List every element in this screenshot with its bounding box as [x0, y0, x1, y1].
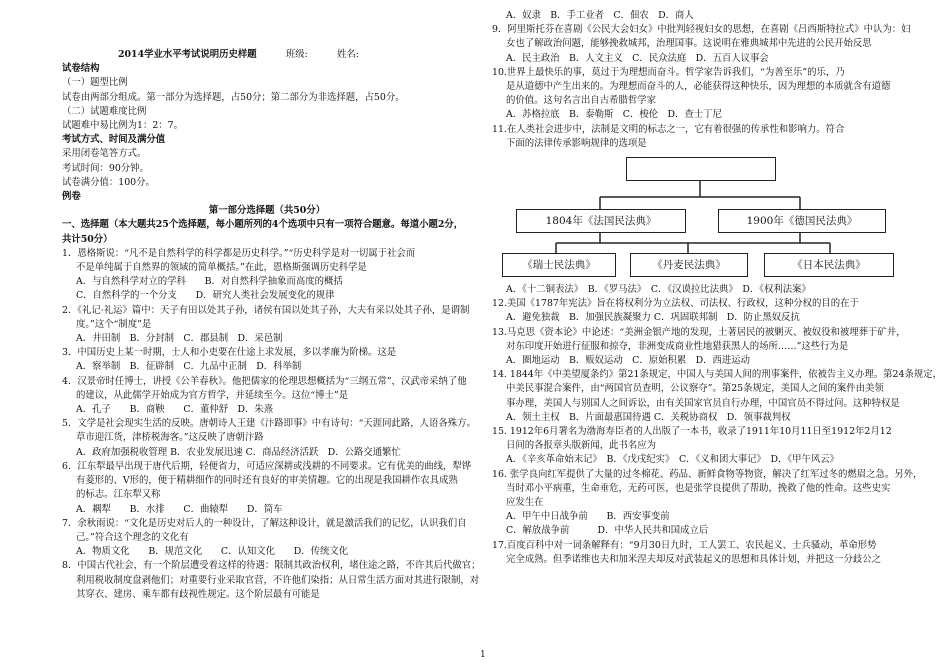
text-line: 3．中国历史上某一时期，士人和小吏要在仕途上求发展，多以孝廉为阶梯。这是: [62, 347, 397, 359]
text-line: 8．中国古代社会，有一个阶层遭受着这样的待遇：限制其政治权利，堵住途之路，不许其后代做官；: [62, 560, 481, 572]
text-line: 9．阿里斯托芬在喜剧《公民大会妇女》中批判轻视妇女的思想，在喜剧《吕西斯特拉式》中认为：妇: [492, 24, 911, 36]
text-line: 6．江东犁最早出现于唐代后期，轻便省力，可适应深耕或浅耕的不同要求。它有优美的曲线，犁铧: [62, 460, 472, 472]
text-line: 对东印度开始进行征服和掠夺，非洲变成商业性地猎获黑人的场所……”这些行为是: [506, 340, 849, 352]
text-line: 中美民事混合案件，由“两国官员查明，公议察夺”。第25条规定，美国人之间的案件由美领: [506, 383, 884, 395]
text-line: 试题难中易比例为1：2：7。: [62, 120, 184, 132]
text-line: A．民主政治 B．人文主义 C．民众法庭 D．五百人议事会: [506, 52, 769, 64]
diagram-blank-box: [626, 157, 776, 181]
exam-header: [62, 48, 472, 62]
text-line: （一）题型比例: [62, 77, 128, 89]
text-line: 有菱形的、V形的，便于精耕细作的同时还有良好的审美情趣。它的出现是我国耕作农具成熟: [76, 475, 458, 487]
text-line: 试卷满分值：100分。: [62, 176, 155, 188]
text-line: 13.马克思《资本论》中论述：“美洲金银产地的发现，土著居民的被剿灭、被奴役和被埋葬于矿井，: [492, 326, 906, 338]
text-line: A．井田制 B．分封制 C．郡县制 D．采邑制: [76, 333, 283, 345]
text-line: 女也了解政治问题，能够挽救城邦，治理国事。这说明在雅典城邦中先进的公民开始反思: [506, 38, 872, 50]
text-line: 10.世界上最快乐的事，莫过于为理想而奋斗。哲学家告诉我们，“为善至乐”的乐，乃: [492, 66, 845, 78]
diagram-swiss-code: 《瑞士民法典》: [502, 253, 616, 277]
text-line: 2．《礼记·礼运》篇中：天子有田以处其子孙，诸侯有国以处其子孙，大夫有采以处其子孙，是谓制: [62, 304, 470, 316]
text-line: 考试方式、时间及满分值: [62, 134, 166, 146]
left-column: [62, 0, 481, 602]
text-line: （二）试题难度比例: [62, 105, 147, 117]
text-line: 是从道德中产生出来的。为理想而奋斗的人，必能获得这种快乐，因为理想的本质就含有道德: [506, 81, 891, 93]
text-line: 不是单纯属于自然界的领域的简单概括。”在此，恩格斯强调历史科学是: [76, 262, 367, 274]
text-line: A．圈地运动 B．贩奴运动 C．原始积累 D．西进运动: [506, 355, 750, 367]
name-label: 姓名:: [337, 49, 359, 60]
text-line: 例卷: [62, 191, 81, 203]
text-line: 一、选择题（本大题共25个选择题，每小题所列的4个选项中只有一项符合题意。每道小题2分，: [62, 219, 464, 231]
text-line: 第一部分选择题（共50分）: [208, 205, 326, 217]
text-line: A．政府加强税收管理 B．农业发展迅速 C．商品经济活跃 D．公路交通繁忙: [76, 446, 401, 458]
diagram-danish-code: 《丹麦民法典》: [630, 253, 748, 277]
class-label: 班级:: [285, 49, 308, 60]
text-line: 17.百度百科中对一词条解释有：“9月30日九时，工人罢工、农民起义、士兵骚动，革命形势: [492, 539, 877, 551]
text-line: 1．恩格斯说：“凡不是自然科学的科学都是历史科学。”“历史科学是对一切属于社会而: [62, 247, 416, 259]
text-line: 己。”符合这个理念的文化有: [76, 531, 189, 543]
text-line: 当时邓小平病重，生命垂危，无药可医，也是张学良提供了帮助，挽救了他的性命。这些史实: [506, 482, 891, 494]
right-column: [492, 0, 942, 567]
text-line: 12.美国《1787年宪法》旨在将权利分为立法权、司法权、行政权，这种分权的目的在于: [492, 298, 859, 310]
exam-title: 2014学业水平考试说明历史样题: [118, 49, 257, 60]
text-line: A．领土主权 B．片面最惠国待遇 C．关税协商权 D．领事裁判权: [506, 411, 791, 423]
text-line: A．《辛亥革命始末记》 B．《戊戌纪实》 C．《义和团大事记》 D．《甲午风云》: [506, 454, 839, 466]
text-line: 的价值。这句名言出自古希腊哲学家: [506, 95, 657, 107]
text-line: 7．余秋雨说：“文化是历史对后人的一种设计，了解这种设计，就是激活我们的记忆，认识我们自: [62, 517, 467, 529]
text-line: C．自然科学的一个分支 D．研究人类社会发展变化的规律: [76, 290, 335, 302]
text-line: A．奴隶 B．手工业者 C．佃农 D．商人: [506, 10, 694, 21]
text-line: A．苏格拉底 B．泰勒斯 C．梭伦 D．查士丁尼: [506, 109, 722, 121]
text-line: A．避免独裁 B．加强民族凝聚力 C．巩固联邦制 D．防止黑奴反抗: [506, 312, 800, 324]
text-line: 共计50分）: [62, 233, 113, 245]
text-line: A．《十二铜表法》 B．《罗马法》 C．《汉谟拉比法典》 D．《权利法案》: [506, 284, 811, 296]
text-line: 完全成熟。但季诺维也夫和加米涅夫却反对武装起义的思想和具体计划，并把这一分歧公之: [506, 553, 882, 565]
text-line: 考试时间：90分钟。: [62, 162, 149, 174]
left-question-text: [62, 62, 481, 602]
text-line: 事办理，美国人与别国人之间诉讼，由有关国家官员自行办理，中国官员不得过问。这种特权是: [506, 397, 900, 409]
diagram-japanese-code: 《日本民法典》: [764, 253, 894, 277]
text-line: 下面的法律传承影响规律的选项是: [506, 137, 647, 149]
text-line: 15. 1912年6月署名为渤海寿臣者的人出版了一本书，收录了1911年10月11日至1912年2月12: [492, 426, 892, 438]
text-line: A．物质文化 B．规范文化 C．认知文化 D．传统文化: [76, 546, 349, 558]
law-inheritance-diagram: [496, 155, 906, 281]
text-line: A．察举制 B．征辟制 C．九品中正制 D．科举制: [76, 361, 302, 373]
page-number: 1: [480, 650, 486, 660]
right-question-text-top: [492, 9, 910, 151]
text-line: 14. 1844年《中美望厦条约》第21条规定，中国人与美国人间的刑事案件，依被告主义办理。第24条规定，: [492, 369, 942, 381]
text-line: 日间的各报章头版新闻，此书名应为: [506, 440, 657, 452]
text-line: A．耦犁 B．水排 C．曲辕犁 D．筒车: [76, 503, 283, 515]
text-line: A．孔子 B．商鞅 C．董仲舒 D．朱熹: [76, 404, 274, 416]
text-line: A．与自然科学对立的学科 B．对自然科学抽象而高度的概括: [76, 276, 343, 288]
text-line: C．解放战争前 D．中华人民共和国成立后: [506, 525, 709, 537]
text-line: A．甲午中日战争前 B．西安事变前: [506, 511, 670, 523]
text-line: 度。”这个“制度”是: [76, 318, 152, 330]
text-line: 5．文学是社会现实生活的反映。唐朝诗人王建《汴路即事》中有诗句：“天涯同此路，人语各殊方。: [62, 418, 476, 430]
text-line: 试卷由两部分组成。第一部分为选择题，占50分；第二部分为非选择题，占50分。: [62, 91, 405, 103]
text-line: 16. 张学良向红军提供了大量的过冬棉花、药品、新鲜食物等物资，解决了红军过冬的燃眉之急。另外，: [492, 468, 923, 480]
right-question-text-bottom: [492, 283, 942, 567]
text-line: 采用闭卷笔答方式。: [62, 148, 147, 160]
diagram-german-code: 1900年《德国民法典》: [718, 209, 886, 233]
text-line: 的标志。江东犁又称: [76, 489, 161, 501]
diagram-french-code: 1804年《法国民法典》: [516, 209, 686, 233]
text-line: 利用税收制度盘剥他们；对重要行业采取官营，不许他们染指；从日常生活方面对其进行限制，对: [76, 574, 480, 586]
text-line: 草市迎江货，津桥税海客。”这反映了唐朝汴路: [76, 432, 264, 444]
text-line: 其穿衣、建房、乘车都有歧视性规定。这个阶层最有可能是: [76, 588, 320, 600]
text-line: 11.在人类社会进步中，法制是文明的标志之一，它有着很强的传承性和影响力。符合: [492, 123, 845, 135]
text-line: 的建议，从此儒学开始成为官方哲学，并延续至今。这位“博士”是: [76, 389, 349, 401]
text-line: 试卷结构: [62, 63, 100, 75]
text-line: 应发生在: [506, 497, 544, 509]
text-line: 4．汉景帝时任博士，讲授《公羊春秋》。他把儒家的伦理思想概括为“三纲五常”，汉武帝采纳了他: [62, 375, 467, 387]
